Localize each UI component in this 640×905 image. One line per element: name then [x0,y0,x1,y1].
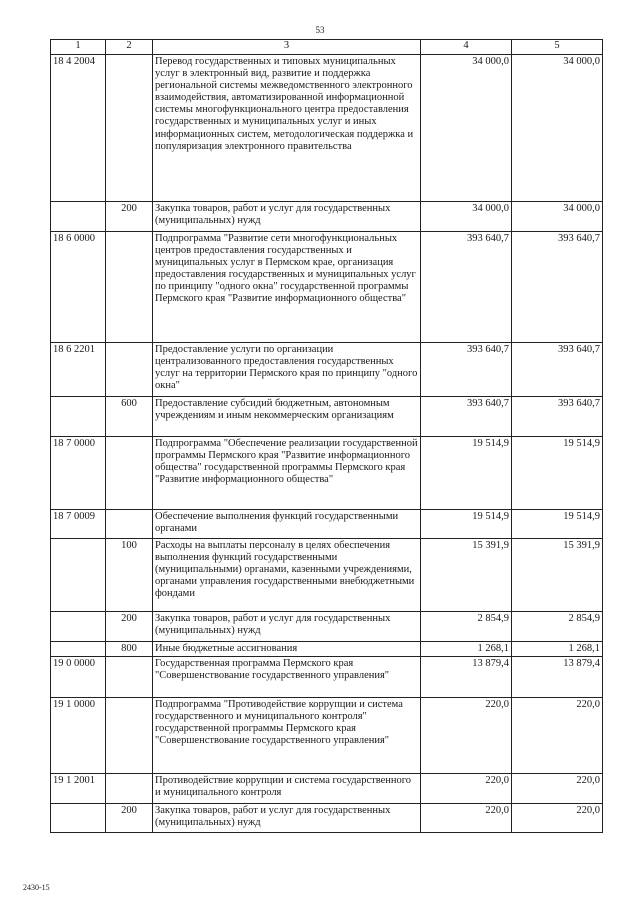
amount-col-4: 34 000,0 [421,202,512,232]
target-article-code [51,612,106,642]
target-article-code: 18 7 0000 [51,437,106,510]
target-article-code: 18 7 0009 [51,510,106,539]
item-name: Подпрограмма "Противодействие коррупции и система государственного и муниципального контроля" государственной программы Пермского края "Совершенствование государственного управления" [153,698,421,774]
item-name: Иные бюджетные ассигнования [153,642,421,657]
expense-type-code: 600 [106,397,153,437]
item-name: Подпрограмма "Обеспечение реализации государственной программы Пермского края "Развитие информационного общества" государственной программы Пермского края "Развитие информационного общества" [153,437,421,510]
table-row [51,642,603,657]
amount-col-5: 220,0 [512,698,603,774]
item-name: Закупка товаров, работ и услуг для государственных (муниципальных) нужд [153,804,421,833]
item-name: Предоставление субсидий бюджетным, автономным учреждениям и иным некоммерческим организациям [153,397,421,437]
item-name: Государственная программа Пермского края "Совершенствование государственного управления" [153,657,421,698]
amount-col-4: 13 879,4 [421,657,512,698]
expense-type-code: 200 [106,804,153,833]
expense-type-code [106,774,153,804]
expense-type-code: 200 [106,202,153,232]
table-row [51,774,603,804]
header-col-1: 1 [51,40,106,55]
table-row [51,698,603,774]
amount-col-4: 220,0 [421,774,512,804]
amount-col-5: 34 000,0 [512,55,603,202]
amount-col-5: 19 514,9 [512,437,603,510]
expense-type-code: 200 [106,612,153,642]
amount-col-4: 393 640,7 [421,397,512,437]
amount-col-5: 220,0 [512,804,603,833]
expense-type-code: 800 [106,642,153,657]
amount-col-4: 34 000,0 [421,55,512,202]
document-code-footer: 2430-15 [23,883,50,892]
amount-col-4: 19 514,9 [421,437,512,510]
amount-col-4: 220,0 [421,804,512,833]
table-header-row [51,40,603,55]
table-row [51,612,603,642]
amount-col-4: 15 391,9 [421,539,512,612]
item-name: Предоставление услуги по организации централизованного предоставления государственных услуг на территории Пермского края по принципу "одного окна" [153,343,421,397]
expense-type-code [106,510,153,539]
amount-col-4: 1 268,1 [421,642,512,657]
table-row [51,397,603,437]
item-name: Противодействие коррупции и система государственного и муниципального контроля [153,774,421,804]
amount-col-5: 34 000,0 [512,202,603,232]
target-article-code: 19 0 0000 [51,657,106,698]
target-article-code [51,202,106,232]
expense-type-code [106,437,153,510]
expense-type-code [106,232,153,343]
page-number: 53 [315,25,325,35]
target-article-code [51,642,106,657]
amount-col-5: 393 640,7 [512,232,603,343]
item-name: Закупка товаров, работ и услуг для государственных (муниципальных) нужд [153,612,421,642]
amount-col-4: 393 640,7 [421,343,512,397]
amount-col-4: 220,0 [421,698,512,774]
table-row [51,55,603,202]
item-name: Подпрограмма "Развитие сети многофункциональных центров предоставления государственных и муниципальных услуг в Пермском крае, организация предоставления государственных и муниципальных услуг по принципу "одного окна" государственной программы Пермского края "Развитие информационного общества" [153,232,421,343]
target-article-code: 19 1 2001 [51,774,106,804]
budget-table [50,39,603,833]
table-row [51,657,603,698]
item-name: Закупка товаров, работ и услуг для государственных (муниципальных) нужд [153,202,421,232]
header-col-3: 3 [153,40,421,55]
target-article-code: 18 6 0000 [51,232,106,343]
table-row [51,804,603,833]
table-row [51,232,603,343]
amount-col-4: 19 514,9 [421,510,512,539]
amount-col-5: 2 854,9 [512,612,603,642]
table-row [51,539,603,612]
header-col-4: 4 [421,40,512,55]
target-article-code: 19 1 0000 [51,698,106,774]
expense-type-code [106,657,153,698]
amount-col-5: 1 268,1 [512,642,603,657]
amount-col-5: 19 514,9 [512,510,603,539]
target-article-code [51,539,106,612]
table-row [51,202,603,232]
amount-col-5: 13 879,4 [512,657,603,698]
amount-col-5: 220,0 [512,774,603,804]
amount-col-5: 393 640,7 [512,397,603,437]
expense-type-code [106,343,153,397]
amount-col-5: 15 391,9 [512,539,603,612]
expense-type-code [106,55,153,202]
item-name: Обеспечение выполнения функций государственными органами [153,510,421,539]
target-article-code [51,804,106,833]
header-col-5: 5 [512,40,603,55]
target-article-code [51,397,106,437]
expense-type-code [106,698,153,774]
target-article-code: 18 6 2201 [51,343,106,397]
table-row [51,437,603,510]
item-name: Расходы на выплаты персоналу в целях обеспечения выполнения функций государственными (муниципальными) органами, казенными учреждениями, органами управления государственными внебюджетными фондами [153,539,421,612]
item-name: Перевод государственных и типовых муниципальных услуг в электронный вид, развитие и поддержка региональной системы межведомственного электронного взаимодействия, автоматизированной информационной системы многофункционального центра предоставления государственных и муниципальных услуг и иных информационных систем, методологическая поддержка и популяризация электронного правительства [153,55,421,202]
amount-col-4: 2 854,9 [421,612,512,642]
header-col-2: 2 [106,40,153,55]
table-row [51,510,603,539]
amount-col-5: 393 640,7 [512,343,603,397]
table-row [51,343,603,397]
amount-col-4: 393 640,7 [421,232,512,343]
target-article-code: 18 4 2004 [51,55,106,202]
expense-type-code: 100 [106,539,153,612]
